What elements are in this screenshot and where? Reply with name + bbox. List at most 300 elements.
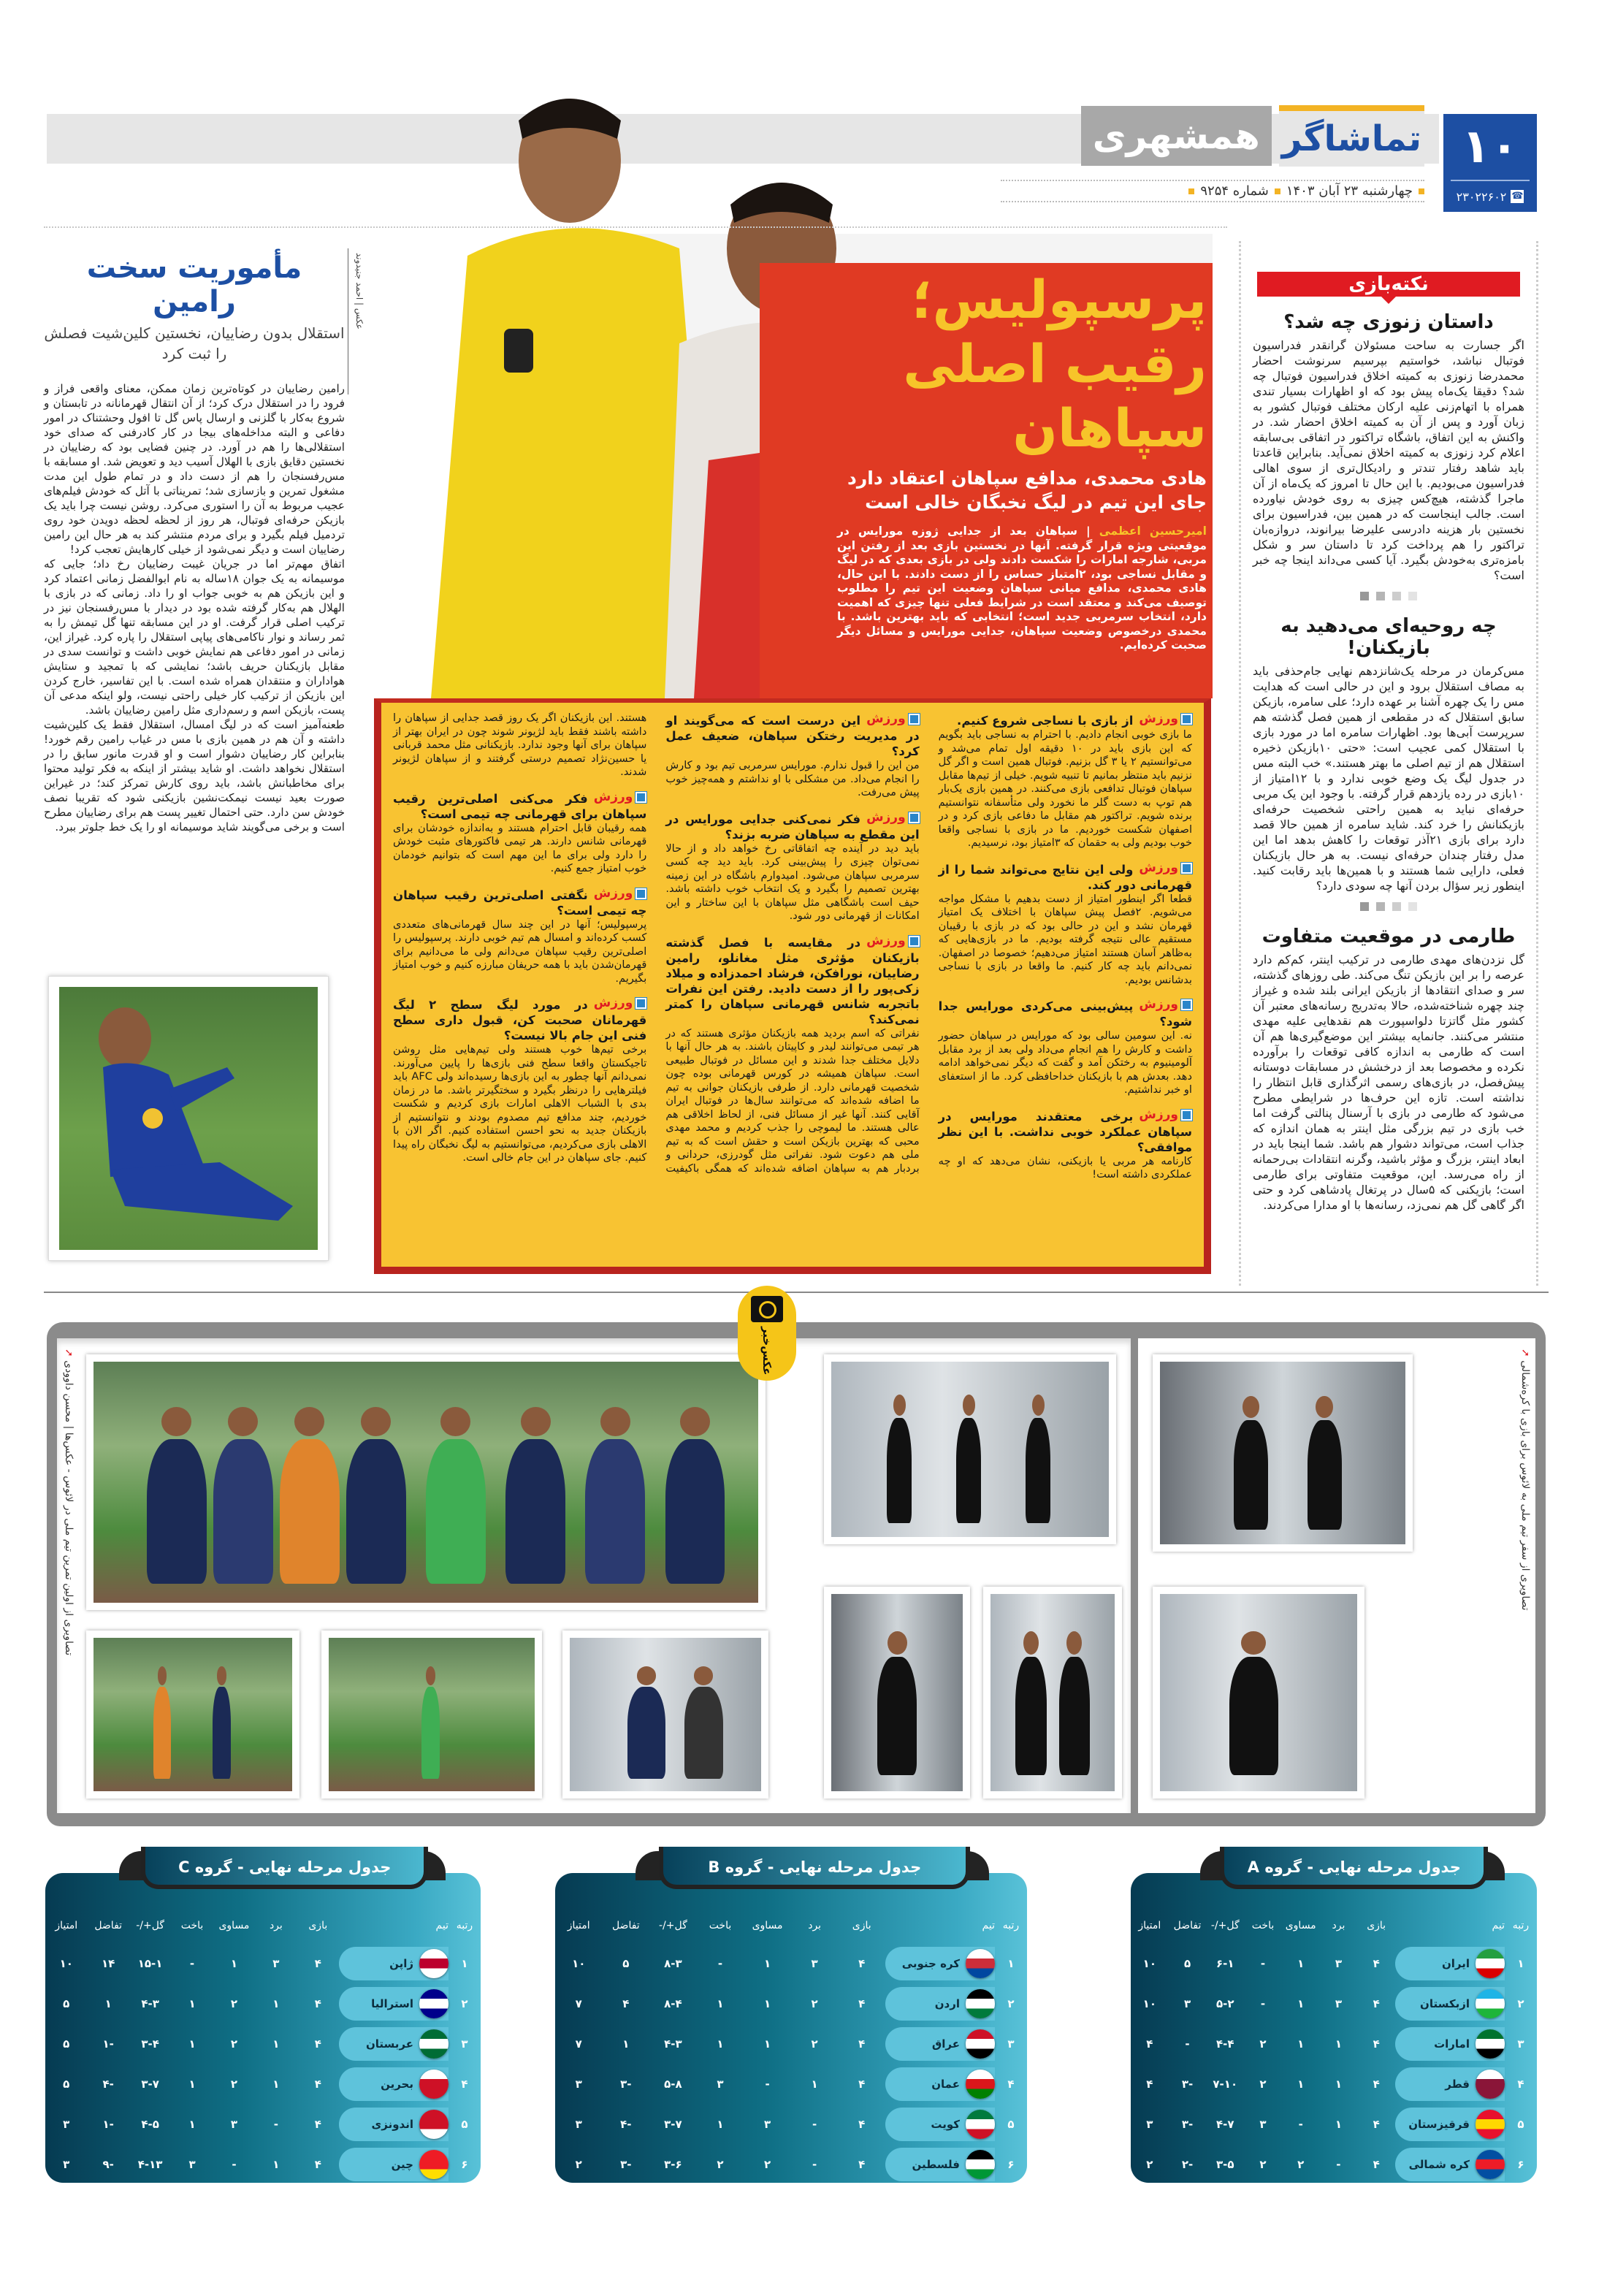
- table-row: [1131, 2024, 1537, 2064]
- question-marker-label: ورزش: [593, 789, 633, 804]
- interview-item: [393, 790, 646, 876]
- table-header-row: [1131, 1908, 1537, 1943]
- team-cell: [885, 2067, 995, 2101]
- team-name: کره شمالی: [1408, 2157, 1470, 2171]
- interview-box: [374, 698, 1211, 1274]
- photo-credit-text: عکس | احمد جنیدوند: [354, 253, 364, 329]
- flag-icon: [966, 2029, 995, 2059]
- left-article-subtitle: استقلال بدون رضاییان، نخستین کلین‌شیت فصلش را ثبت کرد: [44, 324, 345, 362]
- stat-won: ۱: [811, 2077, 818, 2091]
- stat-won: ۱: [272, 1996, 280, 2010]
- paragraph: اتفاق مهم‌تر اما در جریان غیبت رضاییان رخ داد؛ جایی که موسیمانه به یک جوان ۱۸ساله به نام ابوالفضل زمانی اعتماد کرد و این بازیکن هم به خوبی جواب او را داد. زمانی که در بازی با الهلال هم به‌کار گرفته شده بود در دیدار با مس‌رفسنجان نیز در ترکیب اصلی قرار گرفت. او در این مسابقه تنها گل تیمش را به ثمر رساند و نوار ناکامی‌های پیاپی استقلال را پاره کرد. غیراز این، زمانی در امور دفاعی هم نمایش خوبی داشت و توانست سدی در مقابل بازیکنان حریف باشد؛ نمایشی که با تمجید و ستایش هواداران و منتقدان همراه شده است. با این تفاسیر، خارج کردن این بازیکن از ترکیب کار خیلی راحتی نیست، ولو اینکه مدعی آن پست، بازیکن اسم و رسم‌داری مثل رامین رضاییان باشد.: [44, 557, 345, 717]
- article-lead: امیرحسین اعظمی | سپاهان بعد از جدایی ژوزه مورایس در موقعیتی ویژه قرار گرفته. آنها در نخستین بازی بعد از رفتن این مربی، شارجه امارات را شکست دادند ولی در بازی بعدی که در لیگ و مقابل نساجی بود، ۲امتیاز حساس را از دست دادند. با این حال، هادی محمدی، مدافع میانی سپاهان وضعیت این تیم را مطلوب توصیف می‌کند و معتقد است در شرایط فعلی تنها چیزی که اهمیت دارد، انتخاب سرمربی جدید است؛ انتخابی که باید بهترین باشد. با محمدی درخصوص وضعیت سپاهان، جدایی مورایس و مسائل دیگر صحبت کرده‌ایم.: [837, 525, 1207, 652]
- stat-won: ۳: [272, 1956, 280, 1970]
- header-played: بازی: [1367, 1920, 1386, 1931]
- lead-text: سپاهان بعد از جدایی ژوزه مورایس در موقعیتی ویژه قرار گرفته. آنها در نخستین بازی بعد از رفتن این مربی، شارجه امارات را شکست دادند ولی در بازی بعدی که در لیگ و مقابل نساجی بود، ۲امتیاز حساس را از دست دادند. با این حال، هادی محمدی، مدافع میانی سپاهان وضعیت این تیم را مطلوب توصیف می‌کند و معتقد است در شرایط فعلی تنها چیزی که اهمیت دارد، انتخاب سرمربی جدید است؛ انتخابی که باید بهترین باشد. با محمدی درخصوص وضعیت سپاهان، جدایی مورایس و مسائل دیگر صحبت کرده‌ایم.: [837, 525, 1207, 652]
- stat-played: ۴: [858, 1956, 866, 1970]
- stat-drawn: ۱: [1297, 1996, 1305, 2010]
- stat-lost: -: [717, 1956, 723, 1970]
- stat-played: ۴: [858, 1996, 866, 2010]
- stat-played: ۴: [314, 1996, 321, 2010]
- header-lost: باخت: [180, 1920, 204, 1931]
- article-subtitle: هادی محمدی، مدافع سپاهان اعتقاد دارد جای این تیم در لیگ نخبگان خالی است: [847, 468, 1207, 513]
- stat-drawn: ۱: [763, 2037, 771, 2051]
- header-team: تیم: [435, 1920, 448, 1931]
- stat-lost: ۳: [717, 2077, 724, 2091]
- question-marker: [594, 886, 647, 901]
- stat-diff: ۵: [1183, 1956, 1191, 1970]
- section-kicker: نکته‌بازی: [1257, 272, 1520, 297]
- interview-answer: نفراتی که اسم بردید همه بازیکنان مؤثری هستند که در هر تیمی می‌توانند لیدر و کاپیتان باشند. به هر حال آنها با دلایل مختلف جدا شدند و این مسائل در فوتبال طبیعی است. سپاهان همیشه در کورس قهرمانی بوده چون شخصیت قهرمانی دارد. از طرفی بازیکنان جوانی به تیم ما اضافه شده‌اند که می‌توانند سال‌ها در فوتبال ایران آقایی کنند. آنها غیر از مسائل فنی، از لحاظ اخلاقی هم عالی هستند. ما لیموچی را جذب کردیم و محمد مهدی محبی که بهترین بازیکن است و حقش است که به تیم ملی هم دعوت شود. نفراتی مثل گودرزی، حردانی و بردبار هم به سپاهان اضافه شده‌اند که همگی باکیفیت هستند. این بازیکنان اگر یک روز قصد جدایی از سپاهان را داشته باشند فقط باید لژیونر شوند چون در ایران بهتر از سپاهان برای آنها وجود ندارد. بازیکنانی مثل محمد قربانی یا حسین‌نژاد تصمیم درستی گرفتند و از سپاهان لژیونر شدند.: [393, 712, 920, 1175]
- header-points: امتیاز: [55, 1920, 78, 1931]
- stat-lost: ۲: [1259, 2037, 1267, 2051]
- table-row: [1131, 2144, 1537, 2184]
- airport-photo: [983, 1587, 1122, 1799]
- team-rank: ۴: [1517, 2077, 1524, 2091]
- interview-question: [393, 790, 646, 822]
- header-points: امتیاز: [567, 1920, 590, 1931]
- stat-points: ۲: [575, 2157, 582, 2171]
- team-rank: ۶: [1007, 2157, 1015, 2171]
- stat-played: ۴: [314, 2077, 321, 2091]
- stat-points: ۱۰: [59, 1956, 73, 1970]
- training-photo: [86, 1631, 299, 1799]
- stat-played: ۴: [314, 2037, 321, 2051]
- question-text: فکر می‌کنی اصلی‌ترین رقیب سپاهان برای قهرمانی چه تیمی است؟: [393, 791, 647, 821]
- question-marker: [866, 712, 920, 727]
- flag-icon: [419, 1949, 448, 1978]
- stat-points: ۷: [575, 2037, 582, 2051]
- stat-played: ۴: [1373, 2037, 1380, 2051]
- question-marker: [594, 790, 647, 805]
- team-rank: ۲: [461, 1996, 468, 2010]
- stat-lost: -: [189, 1956, 195, 1970]
- stat-diff: -۳: [620, 2077, 632, 2091]
- airport-photo: [1153, 1354, 1413, 1552]
- newspaper-icon: [909, 812, 920, 823]
- team-rank: ۵: [1007, 2117, 1015, 2131]
- section-divider: [44, 1292, 1549, 1293]
- stat-won: ۱: [272, 2037, 280, 2051]
- stat-drawn: ۳: [230, 2117, 238, 2131]
- team-name: اندونزی: [371, 2117, 413, 2131]
- question-marker-label: ورزش: [1139, 1107, 1178, 1122]
- flag-icon: [1476, 1989, 1505, 2018]
- stat-goals: ۳-۷: [141, 2077, 159, 2091]
- question-marker: [1139, 997, 1192, 1012]
- stat-played: ۴: [1373, 2157, 1380, 2171]
- flag-icon: [1476, 2070, 1505, 2099]
- stat-points: ۷: [575, 1996, 582, 2010]
- stat-won: -: [812, 2117, 817, 2131]
- stat-lost: ۳: [188, 2157, 196, 2171]
- group-a-table: [1131, 1847, 1537, 2183]
- team-cell: [339, 1947, 448, 1980]
- team-rank: ۳: [461, 2037, 468, 2051]
- header-won: برد: [269, 1920, 283, 1931]
- stat-won: -: [1336, 2157, 1341, 2171]
- stat-goals: ۳-۶: [664, 2157, 682, 2171]
- photo-news-frame: [47, 1322, 1546, 1826]
- interview-question: [665, 934, 919, 1027]
- stat-diff: ۱: [622, 2037, 630, 2051]
- stat-diff: ۵: [622, 1956, 630, 1970]
- newspaper-icon: [909, 714, 920, 725]
- stat-lost: -: [1260, 1996, 1266, 2010]
- header-goals: گل+/-: [1210, 1920, 1240, 1931]
- stat-diff: -۳: [620, 2157, 632, 2171]
- question-text: ولی این نتایج می‌تواند شما را از قهرمانی دور کند.: [938, 862, 1192, 892]
- stat-diff: ۱: [104, 1996, 112, 2010]
- stat-lost: ۱: [717, 2037, 724, 2051]
- header-goals: گل+/-: [136, 1920, 164, 1931]
- team-rank: ۶: [461, 2157, 468, 2171]
- stat-drawn: ۳: [763, 2117, 771, 2131]
- stat-goals: ۷-۱۰: [1213, 2077, 1238, 2091]
- stat-goals: ۶-۱: [1215, 1956, 1234, 1970]
- interview-answer: کارنامه هر مربی یا بازیکنی، نشان می‌دهد که او چه عملکردی داشته است!: [938, 1154, 1192, 1181]
- team-rank: ۱: [1517, 1956, 1524, 1970]
- phone-icon: ☎: [1511, 191, 1524, 202]
- standings-grid: [555, 1908, 1027, 2184]
- stat-drawn: -: [765, 2077, 770, 2091]
- table-row: [1131, 2104, 1537, 2144]
- stat-played: ۴: [314, 1956, 321, 1970]
- stat-points: ۵: [63, 2037, 70, 2051]
- stat-drawn: ۱: [1297, 2077, 1305, 2091]
- team-cell: [885, 2108, 995, 2141]
- camera-icon: [751, 1296, 783, 1322]
- stat-lost: ۲: [1259, 2157, 1267, 2171]
- header-diff: تفاضل: [611, 1920, 640, 1931]
- interview-answer: همه رقیبان قابل احترام هستند و به‌اندازه خودشان برای قهرمانی شانس دارند. هر تیمی فاکتورهای مثبت خودش را دارد ولی برای ما این مهم است که بتوانیم خودمان خوب امتیاز جمع کنیم.: [393, 821, 647, 874]
- travel-photos: [1138, 1338, 1535, 1813]
- question-marker: [1139, 1107, 1192, 1123]
- team-name: استرالیا: [371, 1996, 413, 2010]
- stat-points: ۳: [575, 2077, 582, 2091]
- caption-left-text: تصاویری از اولین تمرین تیم ملی در لائوس - عکس‌ها | محسن داوودی: [63, 1360, 75, 1656]
- stat-diff: -۲: [1181, 2157, 1194, 2171]
- interview-answer: باید دید در آینده چه اتفاقاتی رخ خواهد داد و از حالا نمی‌توان چیزی را پیش‌بینی کرد. باید دید چه کسی سرمربی سپاهان می‌شود. امیدوارم باشگاه در این زمینه بهترین تصمیم را بگیرد و یک انتخاب خوب داشته باشد. حیف است باشگاهی مثل سپاهان با این ساختار و این امکانات از قهرمانی دور شود.: [665, 842, 920, 922]
- stat-drawn: ۲: [230, 2077, 238, 2091]
- header-drawn: مساوی: [1285, 1920, 1316, 1931]
- stat-won: ۳: [1335, 1956, 1342, 1970]
- team-rank: ۳: [1007, 2037, 1015, 2051]
- interview-question: [939, 1107, 1192, 1155]
- team-rank: ۵: [461, 2117, 468, 2131]
- question-marker: [594, 996, 647, 1011]
- stat-won: ۱: [272, 2157, 280, 2171]
- note-body: اگر جسارت به ساحت مسئولان گرانقدر فدراسیون فوتبال نباشد، خواستیم بپرسیم سرنوشت احضار محمدرضا زنوزی به کمیته اخلاق فدراسیون فوتبال چه شد؟ دقیقا یک‌ماه پیش بود که او اظهارات بسیار تندی همراه با اتهام‌زنی علیه ارکان مختلف فوتبال کشور به زبان آورد و پس از آن به کمیته اخلاق احضار شد. در واکنش به این اتفاق، باشگاه تراکتور در اتفاقی بی‌سابقه اعلام کرد زنوزی به کمیته اخلاق نمی‌آید. بنابراین قاعدتا باید شاهد رفتار تندتر و رادیکال‌تری از سوی اهالی فدراسیون می‌بودیم. با این حال تا امروز که یک‌ماه از آن ماجرا گذشته، هیچ‌کس چیزی به روی خودش نیاورده است. جالب اینجاست که در همین بین، فدراسیون برای نخستین بار هزینه دادرسی علیرضا بیرانوند، دروازه‌بان تراکتور را هم پرداخت کرد تا داستان سر و شکل بامزه‌تری به‌خودش بگیرد. آیا کسی می‌داند اینجا چه خبر است؟: [1253, 338, 1524, 582]
- interview-question: [393, 886, 646, 918]
- standings-grid: [45, 1908, 481, 2184]
- team-cell: [1395, 1987, 1505, 2021]
- team-rank: ۴: [1007, 2077, 1015, 2091]
- question-marker: [1139, 861, 1192, 876]
- note-story: [1253, 926, 1524, 1213]
- table-row: [45, 2144, 481, 2184]
- table-row: [45, 1943, 481, 1983]
- header-rank: رتبه: [456, 1920, 473, 1931]
- question-text: فکر نمی‌کنی جدایی مورایس در این مقطع به سپاهان ضربه بزند؟: [665, 812, 920, 842]
- stat-goals: ۳-۷: [664, 2117, 682, 2131]
- paragraph: طعنه‌آمیز است که در لیگ امسال، استقلال فقط یک کلین‌شیت داشته و آن هم در همین بازی با مس در غیاب رامین رقم خورد! بنابراین کار رضاییان دشوار است و او قدرت مانور سابق را در استقلال نخواهد داشت. او شاید بیشتر از اینکه به فکر تولید محتوا برای مخاطبانش باشد، باید روی کارش تمرکز کند؛ در غیراین صورت بعید نیست نیمکت‌نشین بازیکنی شود که تقریبا نصف خودش سن دارد. حتی احتمال تغییر پست هم برای رضاییان مطرح است و برخی می‌گویند شاید موسیمانه او را یک خط جلوتر ببرد.: [44, 718, 345, 834]
- note-title: طارمی در موقعیت متفاوت: [1261, 926, 1516, 947]
- issue-date: چهارشنبه ۲۳ آبان ۱۴۰۳: [1286, 183, 1413, 199]
- interview-columns: [393, 712, 1192, 1182]
- note-story: [1253, 311, 1524, 583]
- interview-item: [393, 886, 646, 986]
- question-text: پیش‌بینی می‌کردی مورایس جدا شود؟: [938, 999, 1192, 1029]
- team-cell: [1395, 1947, 1505, 1980]
- newspaper-icon: [635, 792, 646, 803]
- team-cell: [1395, 2027, 1505, 2061]
- team-name: عربستان: [365, 2037, 413, 2051]
- stat-won: ۲: [811, 1996, 818, 2010]
- header-played: بازی: [852, 1920, 871, 1931]
- interview-item: [939, 1107, 1192, 1182]
- airport-photo: [1153, 1587, 1364, 1799]
- table-row: [555, 1943, 1027, 1983]
- caption-right: ➚ تصاویری از سفر تیم ملی به لائوس برای بازی با کره‌شمالی: [1519, 1349, 1531, 1611]
- article-title: پرسپولیس؛ رقیب اصلی سپاهان: [903, 269, 1207, 459]
- team-rank: ۱: [461, 1956, 468, 1970]
- question-text: نگفتی اصلی‌ترین رقیب سپاهان چه تیمی است؟: [393, 888, 647, 918]
- stat-diff: -۱: [102, 2117, 114, 2131]
- table-row: [555, 1983, 1027, 2024]
- flag-icon: [966, 2150, 995, 2179]
- interview-item: [939, 997, 1192, 1097]
- logo-main: همشهری: [1081, 106, 1272, 166]
- stat-diff: -۳: [1181, 2117, 1194, 2131]
- interview-question: [939, 712, 1192, 728]
- question-marker-label: ورزش: [1139, 997, 1178, 1012]
- seated-player-illustration: [59, 987, 318, 1250]
- stat-goals: ۴-۱۳: [137, 2157, 163, 2171]
- stat-won: -: [812, 2157, 817, 2171]
- left-article-title: مأموریت سخت رامین: [86, 251, 302, 319]
- table-row: [555, 2024, 1027, 2064]
- team-cell: [885, 2148, 995, 2181]
- left-article: [44, 241, 345, 834]
- flag-icon: [966, 1949, 995, 1978]
- flag-icon: [966, 2070, 995, 2099]
- team-cell: [339, 2067, 448, 2101]
- question-marker-label: ورزش: [593, 885, 633, 901]
- team-name: کویت: [931, 2117, 960, 2131]
- header-lost: باخت: [709, 1920, 732, 1931]
- team-name: ژاپن: [389, 1956, 413, 1970]
- stat-points: ۱۰: [1142, 1956, 1156, 1970]
- team-name: عراق: [931, 2037, 960, 2051]
- table-row: [45, 2104, 481, 2144]
- header-team: تیم: [982, 1920, 995, 1931]
- newspaper-icon: [635, 998, 646, 1009]
- team-rank: ۳: [1517, 2037, 1524, 2051]
- dateline: [1001, 180, 1424, 202]
- stat-lost: ۲: [1259, 2077, 1267, 2091]
- stat-diff: ۴: [622, 1996, 630, 2010]
- header-drawn: مساوی: [218, 1920, 250, 1931]
- team-cell: [339, 2108, 448, 2141]
- team-cell: [339, 2027, 448, 2061]
- paragraph: رامین رضاییان در کوتاه‌ترین زمان ممکن، معنای واقعی فراز و فرود را در استقلال درک کرد؛ از آن انتقال قهرمانانه در تابستان و شروع به‌کار با گلزنی و ارسال پاس گل تا افول وحشتناک در امور دفاعی و البته مداخله‌های بیجا در کار کادرفنی که صدای خود استقلالی‌ها را هم در آورد. در چنین فضایی بود که رضاییان در نخستین دقایق بازی با الهلال آسیب دید و تعویض شد. او مسابقه با مس‌رفسنجان را هم از دست داد و در تمام طول این مدت مشغول تمرین و بازسازی شد؛ تمریناتی با آتل که خودش فیلم‌های عجیب مربوط به آن را استوری می‌کرد. روشن نیست چرا باید یک بازیکن حرفه‌ای فوتبال، هر روز از لحظه لحظه دویدن خود روی تردمیل فیلم بگیرد و برای مردم منتشر کند به هر حال این رامین رضاییان است و دیگر نمی‌شود از خیلی کارهایش تعجب کرد!: [44, 382, 345, 556]
- photo-credit: [348, 248, 370, 394]
- separator-dots: [1253, 902, 1524, 911]
- table-title: جدول مرحله نهایی - گروه C: [141, 1847, 428, 1889]
- stat-diff: -۴: [102, 2077, 114, 2091]
- stat-lost: ۱: [717, 2117, 724, 2131]
- stat-goals: ۴-۴: [1215, 2037, 1234, 2051]
- interview-answer: قطعا اگر اینطور امتیاز از دست بدهیم با مشکل مواجه می‌شویم. ۲فصل پیش سپاهان با اختلاف یک امتیاز قهرمان نشد و این در حالی بود که در بازی با رقیبان مستقیم عالی نتیجه گرفته بودیم. ما در بازی‌هایی که به‌ظاهر آسان هستند امتیاز می‌دهیم؛ خصوصا در اصفهان. نمی‌دانم باید چه کار کنیم. ما واقعا در بازی با نساجی بدشانس بودیم.: [938, 892, 1192, 986]
- team-rank: ۶: [1517, 2157, 1524, 2171]
- stat-goals: ۳-۵: [1215, 2157, 1234, 2171]
- header-won: برد: [808, 1920, 822, 1931]
- stat-diff: -۳: [1181, 2077, 1194, 2091]
- table-title: جدول مرحله نهایی - گروه A: [1220, 1847, 1488, 1889]
- team-name: امارات: [1434, 2037, 1470, 2051]
- header-played: بازی: [308, 1920, 328, 1931]
- interview-item: [665, 810, 919, 923]
- stat-points: ۱۰: [1142, 1996, 1156, 2010]
- table-row: [555, 2144, 1027, 2184]
- stat-drawn: ۱: [1297, 1956, 1305, 1970]
- team-rank: ۱: [1007, 1956, 1015, 1970]
- note-title: داستان زنوزی چه شد؟: [1283, 311, 1494, 333]
- interview-question: [393, 996, 646, 1043]
- note-title: چه روحیه‌ای می‌دهید به بازیکنان!: [1280, 615, 1497, 659]
- team-rank: ۴: [461, 2077, 468, 2091]
- newspaper-icon: [1181, 1110, 1192, 1121]
- stat-lost: -: [1260, 1956, 1266, 1970]
- team-rank: ۲: [1517, 1996, 1524, 2010]
- author-name: امیرحسین اعظمی: [1099, 525, 1207, 538]
- question-marker: [866, 934, 920, 949]
- stat-points: ۳: [1146, 2117, 1153, 2131]
- interview-item: [665, 712, 919, 800]
- airport-photo: [824, 1587, 970, 1799]
- flag-icon: [419, 2110, 448, 2139]
- stat-goals: ۴-۳: [141, 1996, 159, 2010]
- stat-diff: -۹: [102, 2157, 114, 2171]
- header-team: تیم: [1492, 1920, 1505, 1931]
- table-row: [1131, 1983, 1537, 2024]
- question-text: در مورد لیگ سطح ۲ لیگ قهرمانان صحبت کن، قبول داری سطح فنی این جام بالا نیست؟: [393, 998, 647, 1042]
- stat-drawn: -: [1298, 2117, 1303, 2131]
- question-marker-label: ورزش: [1139, 712, 1178, 726]
- team-rank: ۵: [1517, 2117, 1524, 2131]
- header-drawn: مساوی: [752, 1920, 783, 1931]
- group-b-table: [555, 1847, 1027, 2183]
- question-marker-label: ورزش: [866, 809, 906, 825]
- stat-drawn: ۱: [230, 1956, 238, 1970]
- flag-icon: [1476, 1949, 1505, 1978]
- stat-played: ۴: [1373, 2077, 1380, 2091]
- stat-played: ۴: [314, 2157, 321, 2171]
- note-story: [1253, 615, 1524, 893]
- stat-drawn: ۱: [763, 1956, 771, 1970]
- question-text: در مقایسه با فصل گذشته بازیکنان مؤثری مثل مغانلو، رامین رضاییان، نورافکن، فرشاد احمدزاده و میلاد زکی‌پور را از دست دادید. رفتن این نفرات باتجربه شانس قهرمانی سپاهان را کمتر نمی‌کند؟: [665, 935, 920, 1026]
- interview-item: [393, 996, 646, 1165]
- stat-drawn: ۲: [1297, 2157, 1305, 2171]
- stat-goals: ۵-۸: [664, 2077, 682, 2091]
- table-header-row: [555, 1908, 1027, 1943]
- team-cell: [339, 2148, 448, 2181]
- stat-goals: ۳-۴: [141, 2037, 159, 2051]
- header-goals: گل+/-: [659, 1920, 687, 1931]
- newspaper-icon: [909, 936, 920, 947]
- page-number: ۱۰: [1451, 114, 1530, 181]
- header-diff: تفاضل: [1173, 1920, 1202, 1931]
- team-cell: [885, 1987, 995, 2021]
- team-name: فلسطین: [912, 2157, 960, 2171]
- interview-question: [665, 810, 919, 842]
- stat-goals: ۴-۷: [1215, 2117, 1234, 2131]
- interview-question: [665, 712, 919, 759]
- stat-points: ۵: [63, 1996, 70, 2010]
- newspaper-icon: [635, 888, 646, 899]
- table-row: [555, 2104, 1027, 2144]
- stat-won: -: [273, 2117, 278, 2131]
- stat-drawn: -: [232, 2157, 237, 2171]
- interview-question: [939, 997, 1192, 1029]
- caption-left: ➚ تصاویری از اولین تمرین تیم ملی در لائوس - عکس‌ها | محسن داوودی: [63, 1349, 75, 1656]
- flag-icon: [419, 2029, 448, 2059]
- stat-drawn: ۱: [1297, 2037, 1305, 2051]
- team-cell: [885, 2027, 995, 2061]
- note-body: گل نزدن‌های مهدی طارمی در ترکیب اینتر، کم‌کم دارد عرصه را بر این بازیکن تنگ می‌کند. طی روزهای گذشته، سر و صدای انتقادها از بازیکن ایرانی بلند شده و غیراز چند چهره شناخته‌شده، حالا به‌تدریج رسانه‌های معتبر آن کشور مثل گاتزتا دلواسپورت هم نقدهایی علیه مهدی منتشر می‌کنند. جانمایه بیشتر این موضع‌گیری‌ها هم آن است که طارمی به اندازه کافی توقعات را برآورده نکرده و مخصوصا بعد از درخشش در مسابقات دوستانه پیش‌فصل، در بازی‌های رسمی اثرگذاری قابل انتظار را نداشته است. تازه این حرف‌ها در شرایطی مطرح می‌شود که طارمی در بازی با آرسنال پنالتی گرفت اما خب بازی در تیم بزرگی مثل اینتر به همان اندازه که جذاب است، می‌تواند دشوار هم باشد. شما اینجا باید در ابعاد اینتر، بزرگ و مؤثر باشید، وگرنه انتقادات بی‌رحمانه از راه می‌رسد. این، موقعیت متفاوتی برای طارمی است؛ بازیکنی که ۵سال در پرتغال پادشاهی کرد و حتی اگر گاهی گل هم نمی‌زد، رسانه‌ها با او مدارا می‌کردند.: [1253, 953, 1524, 1212]
- stat-lost: ۲: [717, 2157, 724, 2171]
- logo-sub: تماشاگر: [1279, 105, 1424, 167]
- flag-icon: [966, 1989, 995, 2018]
- interview-item: [939, 861, 1192, 988]
- stat-won: ۳: [1335, 1996, 1342, 2010]
- team-cell: [1395, 2148, 1505, 2181]
- header-won: برد: [1332, 1920, 1345, 1931]
- team-name: قرقیزستان: [1408, 2117, 1470, 2131]
- stat-won: ۱: [1335, 2037, 1342, 2051]
- stat-goals: ۸-۳: [664, 1956, 682, 1970]
- team-name: ایران: [1441, 1956, 1470, 1970]
- team-name: بحرین: [381, 2077, 413, 2091]
- question-marker: [866, 810, 920, 825]
- stat-points: ۳: [63, 2157, 70, 2171]
- airport-photo: [824, 1354, 1116, 1544]
- newspaper-icon: [1181, 999, 1192, 1010]
- stat-goals: ۱۵-۱: [137, 1956, 163, 1970]
- left-article-body: [44, 381, 345, 834]
- question-marker-label: ورزش: [866, 933, 906, 948]
- table-row: [1131, 2064, 1537, 2104]
- stat-goals: ۸-۴: [664, 1996, 682, 2010]
- stat-drawn: ۲: [763, 2157, 771, 2171]
- question-marker-label: ورزش: [1139, 860, 1178, 875]
- stat-won: ۱: [1335, 2077, 1342, 2091]
- phone-number: ۲۳۰۲۲۶۰۲: [1456, 189, 1507, 204]
- newspaper-icon: [1181, 863, 1192, 874]
- team-cell: [885, 1947, 995, 1980]
- stat-lost: ۳: [1259, 2117, 1267, 2131]
- team-name: عمان: [931, 2077, 960, 2091]
- team-name: کره جنوبی: [901, 1956, 960, 1970]
- standings-grid: [1131, 1908, 1537, 2184]
- stat-points: ۳: [63, 2117, 70, 2131]
- stat-played: ۴: [858, 2037, 866, 2051]
- badge-label: عکس‌خبر: [760, 1327, 774, 1376]
- question-text: این درست است که می‌گویند او در مدیریت رختکن سپاهان، ضعیف عمل کرد؟: [665, 714, 920, 758]
- stat-goals: ۵-۲: [1215, 1996, 1234, 2010]
- team-cell: [1395, 2067, 1505, 2101]
